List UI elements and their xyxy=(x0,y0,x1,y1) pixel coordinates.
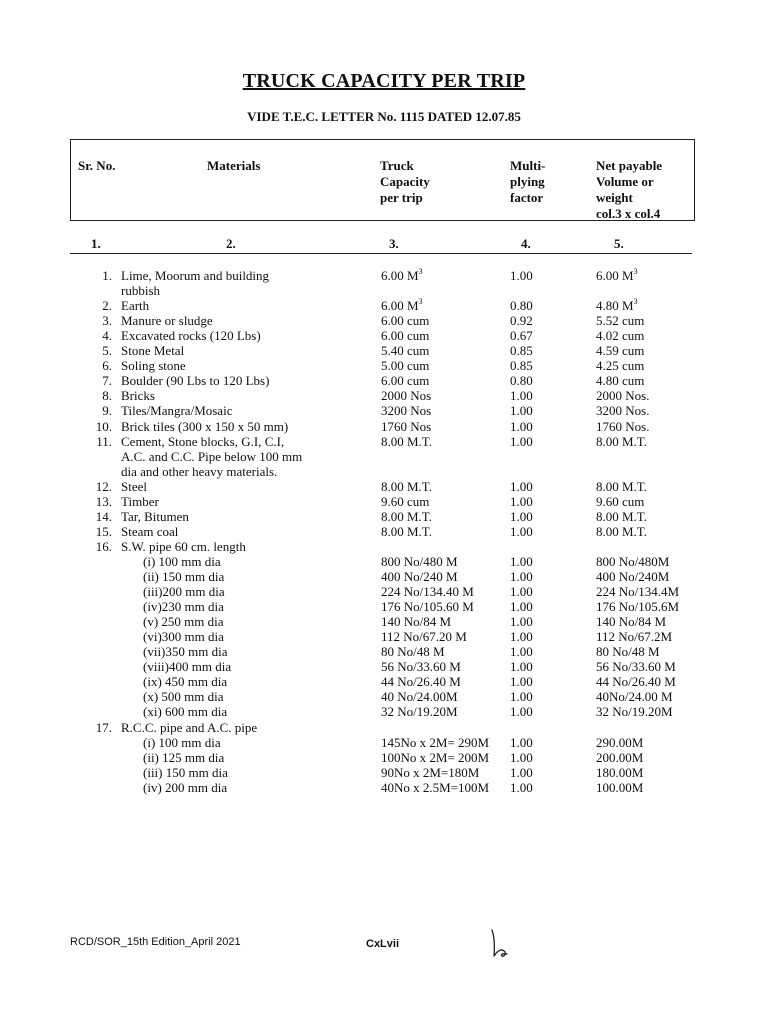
capacity-cell xyxy=(381,750,489,765)
capacity-value: 90No x 2M=180M xyxy=(381,765,480,780)
unit-superscript: 3 xyxy=(633,296,638,306)
net-value: 4.80 cum xyxy=(596,373,645,388)
factor-cell: 1.00 xyxy=(510,419,533,434)
row-number: 9. xyxy=(102,403,112,418)
net-value: 1760 Nos. xyxy=(596,419,650,434)
row-number: 11. xyxy=(96,434,112,449)
capacity-cell xyxy=(381,584,474,599)
net-value: 112 No/67.2M xyxy=(596,629,673,644)
capacity-value: 2000 Nos xyxy=(381,388,432,403)
net-value: 224 No/134.4M xyxy=(596,584,680,599)
material-cell: (ii) 150 mm dia xyxy=(143,569,225,584)
capacity-cell xyxy=(381,780,489,795)
net-payable-cell xyxy=(596,494,644,509)
net-payable-cell xyxy=(596,358,644,373)
row-number: 14. xyxy=(95,509,112,524)
net-payable-cell xyxy=(596,509,647,524)
net-value: 4.80 M xyxy=(596,298,634,313)
net-payable-cell xyxy=(596,735,643,750)
capacity-cell xyxy=(381,494,429,509)
factor-cell: 1.00 xyxy=(510,704,533,719)
capacity-value: 400 No/240 M xyxy=(381,569,458,584)
net-value: 176 No/105.6M xyxy=(596,599,680,614)
factor-cell: 1.00 xyxy=(510,388,533,403)
row-number: 17. xyxy=(95,720,112,735)
material-cell: R.C.C. pipe and A.C. pipe xyxy=(121,720,258,735)
capacity-cell xyxy=(381,629,467,644)
factor-cell: 1.00 xyxy=(510,584,533,599)
net-value: 100.00M xyxy=(596,780,644,795)
factor-cell: 1.00 xyxy=(510,569,533,584)
capacity-cell xyxy=(381,328,429,343)
material-cell: A.C. and C.C. Pipe below 100 mm xyxy=(121,449,303,464)
net-payable-cell xyxy=(596,614,666,629)
net-payable-cell xyxy=(596,629,672,644)
material-cell: Soling stone xyxy=(121,358,186,373)
factor-cell: 1.00 xyxy=(510,479,533,494)
net-value: 8.00 M.T. xyxy=(596,509,648,524)
capacity-value: 5.40 cum xyxy=(381,343,430,358)
factor-cell: 1.00 xyxy=(510,750,533,765)
material-cell: (i) 100 mm dia xyxy=(143,735,221,750)
capacity-value: 56 No/33.60 M xyxy=(381,659,461,674)
header-materials: Materials xyxy=(207,158,261,173)
material-cell: Steel xyxy=(121,479,147,494)
material-cell: (iv)230 mm dia xyxy=(143,599,224,614)
capacity-value: 44 No/26.40 M xyxy=(381,674,461,689)
material-cell: (iv) 200 mm dia xyxy=(143,780,228,795)
capacity-value: 8.00 M.T. xyxy=(381,524,433,539)
factor-cell: 0.67 xyxy=(510,328,533,343)
unit-superscript: 3 xyxy=(418,296,423,306)
capacity-cell xyxy=(381,373,429,388)
net-value: 56 No/33.60 M xyxy=(596,659,676,674)
capacity-cell xyxy=(381,554,458,569)
material-cell: (iii) 150 mm dia xyxy=(143,765,228,780)
material-cell: (viii)400 mm dia xyxy=(143,659,232,674)
net-value: 180.00M xyxy=(596,765,644,780)
capacity-cell xyxy=(381,614,451,629)
net-payable-cell xyxy=(596,765,643,780)
material-cell: (x) 500 mm dia xyxy=(143,689,224,704)
net-value: 4.25 cum xyxy=(596,358,645,373)
capacity-cell xyxy=(381,599,474,614)
capacity-value: 80 No/48 M xyxy=(381,644,445,659)
capacity-value: 40 No/24.00M xyxy=(381,689,458,704)
material-cell: Timber xyxy=(121,494,159,509)
factor-cell: 1.00 xyxy=(510,780,533,795)
net-payable-cell xyxy=(596,584,679,599)
row-number: 13. xyxy=(95,494,112,509)
factor-cell: 0.80 xyxy=(510,298,533,313)
factor-cell: 1.00 xyxy=(510,614,533,629)
material-cell: (ix) 450 mm dia xyxy=(143,674,228,689)
capacity-cell xyxy=(381,674,461,689)
factor-cell: 1.00 xyxy=(510,403,533,418)
net-payable-cell xyxy=(596,689,673,704)
capacity-cell xyxy=(381,358,429,373)
factor-cell: 1.00 xyxy=(510,629,533,644)
row-number: 15. xyxy=(95,524,112,539)
factor-cell: 1.00 xyxy=(510,765,533,780)
factor-cell: 1.00 xyxy=(510,494,533,509)
capacity-cell xyxy=(381,343,429,358)
material-cell: (xi) 600 mm dia xyxy=(143,704,228,719)
factor-cell: 1.00 xyxy=(510,735,533,750)
net-payable-cell xyxy=(596,298,638,313)
column-number: 1. xyxy=(91,236,101,251)
capacity-value: 800 No/480 M xyxy=(381,554,458,569)
material-cell: rubbish xyxy=(121,283,160,298)
net-payable-cell xyxy=(596,434,647,449)
column-number: 5. xyxy=(614,236,624,251)
net-payable-cell xyxy=(596,343,644,358)
capacity-value: 8.00 M.T. xyxy=(381,509,433,524)
capacity-value: 3200 Nos xyxy=(381,403,432,418)
material-cell: Excavated rocks (120 Lbs) xyxy=(121,328,261,343)
capacity-cell xyxy=(381,403,431,418)
capacity-cell xyxy=(381,689,458,704)
capacity-value: 100No x 2M= 200M xyxy=(381,750,490,765)
row-number: 5. xyxy=(102,343,112,358)
capacity-value: 6.00 M xyxy=(381,298,419,313)
material-cell: (ii) 125 mm dia xyxy=(143,750,225,765)
net-payable-cell xyxy=(596,780,643,795)
net-payable-cell xyxy=(596,569,669,584)
capacity-cell xyxy=(381,268,423,283)
net-value: 400 No/240M xyxy=(596,569,670,584)
net-value: 800 No/480M xyxy=(596,554,670,569)
capacity-cell xyxy=(381,509,432,524)
net-payable-cell xyxy=(596,674,676,689)
net-value: 5.52 cum xyxy=(596,313,645,328)
row-number: 16. xyxy=(95,539,112,554)
material-cell: (v) 250 mm dia xyxy=(143,614,224,629)
net-value: 40No/24.00 M xyxy=(596,689,673,704)
row-number: 12. xyxy=(95,479,112,494)
net-payable-cell xyxy=(596,599,679,614)
capacity-value: 145No x 2M= 290M xyxy=(381,735,490,750)
net-value: 44 No/26.40 M xyxy=(596,674,676,689)
capacity-value: 224 No/134.40 M xyxy=(381,584,474,599)
capacity-cell xyxy=(381,644,445,659)
row-number: 8. xyxy=(102,388,112,403)
factor-cell: 1.00 xyxy=(510,659,533,674)
header-truck-capacity: Truck Capacity per trip xyxy=(380,158,430,205)
unit-superscript: 3 xyxy=(633,266,638,276)
material-cell: (i) 100 mm dia xyxy=(143,554,221,569)
material-cell: (vii)350 mm dia xyxy=(143,644,228,659)
factor-cell: 1.00 xyxy=(510,689,533,704)
material-cell: Boulder (90 Lbs to 120 Lbs) xyxy=(121,373,270,388)
net-value: 8.00 M.T. xyxy=(596,479,648,494)
net-payable-cell xyxy=(596,659,676,674)
capacity-cell xyxy=(381,704,458,719)
net-payable-cell xyxy=(596,524,647,539)
net-payable-cell xyxy=(596,704,673,719)
unit-superscript: 3 xyxy=(418,266,423,276)
material-cell: Tiles/Mangra/Mosaic xyxy=(121,403,233,418)
net-payable-cell xyxy=(596,268,638,283)
factor-cell: 0.85 xyxy=(510,343,533,358)
capacity-value: 1760 Nos xyxy=(381,419,432,434)
net-value: 4.59 cum xyxy=(596,343,645,358)
row-number: 7. xyxy=(102,373,112,388)
net-payable-cell xyxy=(596,373,644,388)
page-subtitle: VIDE T.E.C. LETTER No. 1115 DATED 12.07.85 xyxy=(247,109,521,124)
header-multiplying-factor: Multi- plying factor xyxy=(510,158,546,205)
net-payable-cell xyxy=(596,328,644,343)
net-value: 4.02 cum xyxy=(596,328,645,343)
material-cell: Bricks xyxy=(121,388,155,403)
net-payable-cell xyxy=(596,554,669,569)
factor-cell: 1.00 xyxy=(510,674,533,689)
material-cell: S.W. pipe 60 cm. length xyxy=(121,539,246,554)
capacity-value: 140 No/84 M xyxy=(381,614,452,629)
factor-cell: 1.00 xyxy=(510,509,533,524)
capacity-value: 9.60 cum xyxy=(381,494,430,509)
capacity-value: 6.00 cum xyxy=(381,313,430,328)
material-cell: Earth xyxy=(121,298,150,313)
net-value: 8.00 M.T. xyxy=(596,524,648,539)
header-divider xyxy=(70,253,692,254)
material-cell: Manure or sludge xyxy=(121,313,213,328)
net-value: 80 No/48 M xyxy=(596,644,660,659)
factor-cell: 1.00 xyxy=(510,268,533,283)
page-number: CxLvii xyxy=(366,938,400,950)
row-number: 4. xyxy=(102,328,112,343)
factor-cell: 1.00 xyxy=(510,644,533,659)
net-value: 6.00 M xyxy=(596,268,634,283)
net-payable-cell xyxy=(596,479,647,494)
net-payable-cell xyxy=(596,403,649,418)
capacity-value: 112 No/67.20 M xyxy=(381,629,467,644)
net-payable-cell xyxy=(596,644,660,659)
capacity-cell xyxy=(381,569,458,584)
material-cell: Lime, Moorum and building xyxy=(121,268,270,283)
capacity-cell xyxy=(381,434,432,449)
signature-mark xyxy=(486,926,512,960)
net-value: 3200 Nos. xyxy=(596,403,650,418)
capacity-value: 6.00 cum xyxy=(381,373,430,388)
capacity-value: 5.00 cum xyxy=(381,358,430,373)
capacity-value: 176 No/105.60 M xyxy=(381,599,474,614)
material-cell: Tar, Bitumen xyxy=(121,509,189,524)
row-number: 3. xyxy=(102,313,112,328)
material-cell: Brick tiles (300 x 150 x 50 mm) xyxy=(121,419,289,434)
capacity-value: 40No x 2.5M=100M xyxy=(381,780,490,795)
capacity-cell xyxy=(381,524,432,539)
row-number: 6. xyxy=(102,358,112,373)
material-cell: (iii)200 mm dia xyxy=(143,584,225,599)
material-cell: Steam coal xyxy=(121,524,179,539)
material-cell: Stone Metal xyxy=(121,343,185,358)
factor-cell: 0.92 xyxy=(510,313,533,328)
net-value: 8.00 M.T. xyxy=(596,434,648,449)
factor-cell: 1.00 xyxy=(510,599,533,614)
footer-edition: RCD/SOR_15th Edition_April 2021 xyxy=(70,936,241,948)
row-number: 1. xyxy=(102,268,112,283)
net-value: 140 No/84 M xyxy=(596,614,667,629)
factor-cell: 1.00 xyxy=(510,554,533,569)
row-number: 2. xyxy=(102,298,112,313)
capacity-value: 6.00 cum xyxy=(381,328,430,343)
net-value: 2000 Nos. xyxy=(596,388,650,403)
capacity-cell xyxy=(381,479,432,494)
header-sr-no: Sr. No. xyxy=(78,158,116,173)
net-payable-cell xyxy=(596,388,649,403)
capacity-cell xyxy=(381,765,479,780)
capacity-cell xyxy=(381,419,431,434)
capacity-value: 6.00 M xyxy=(381,268,419,283)
capacity-value: 32 No/19.20M xyxy=(381,704,458,719)
capacity-cell xyxy=(381,313,429,328)
header-net-payable: Net payable Volume or weight col.3 x col.4 xyxy=(596,158,663,221)
capacity-cell xyxy=(381,298,423,313)
net-payable-cell xyxy=(596,750,643,765)
column-number: 4. xyxy=(521,236,531,251)
factor-cell: 1.00 xyxy=(510,434,533,449)
net-value: 290.00M xyxy=(596,735,644,750)
net-value: 200.00M xyxy=(596,750,644,765)
factor-cell: 0.85 xyxy=(510,358,533,373)
column-number: 2. xyxy=(226,236,236,251)
net-value: 32 No/19.20M xyxy=(596,704,673,719)
factor-cell: 1.00 xyxy=(510,524,533,539)
column-number: 3. xyxy=(389,236,399,251)
row-number: 10. xyxy=(95,419,112,434)
capacity-cell xyxy=(381,388,431,403)
material-cell: (vi)300 mm dia xyxy=(143,629,224,644)
net-payable-cell xyxy=(596,419,649,434)
capacity-value: 8.00 M.T. xyxy=(381,434,433,449)
capacity-cell xyxy=(381,659,461,674)
material-cell: Cement, Stone blocks, G.I, C.I, xyxy=(121,434,285,449)
factor-cell: 0.80 xyxy=(510,373,533,388)
page-title: TRUCK CAPACITY PER TRIP xyxy=(242,70,526,92)
material-cell: dia and other heavy materials. xyxy=(121,464,278,479)
net-payable-cell xyxy=(596,313,644,328)
capacity-cell xyxy=(381,735,489,750)
net-value: 9.60 cum xyxy=(596,494,645,509)
capacity-value: 8.00 M.T. xyxy=(381,479,433,494)
